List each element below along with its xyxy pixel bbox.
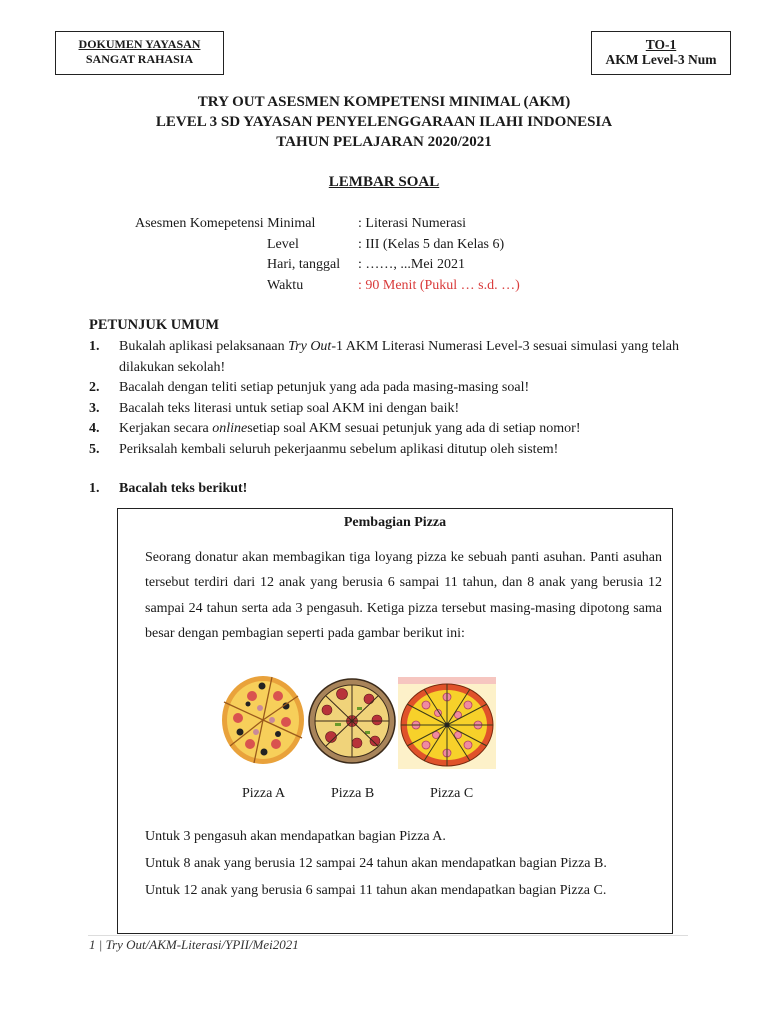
text-part: Bukalah aplikasi pelaksanaan [119,339,289,354]
info-value-level: : III (Kelas 5 dan Kelas 6) [358,236,505,252]
subtitle: LEMBAR SOAL [328,174,440,190]
classification-line-2: SANGAT RAHASIA [85,52,194,66]
info-labels [135,214,340,296]
statement: Untuk 3 pengasuh akan mendapatkan bagian Pizza A. [145,829,446,844]
instruction-item [89,337,679,378]
info-values [358,214,520,296]
question-heading [89,481,247,497]
instruction-text: Bacalah dengan teliti setiap petunjuk yang ada pada masing-masing soal! [119,380,530,395]
instruction-item [89,378,679,399]
title-line-1: TRY OUT ASESMEN KOMPETENSI MINIMAL (AKM) [197,94,571,110]
title-line-3: TAHUN PELAJARAN 2020/2021 [276,134,492,150]
text-part: setiap soal AKM sesuai petunjuk yang ada di setiap nomor! [247,421,581,436]
instruction-item [89,419,679,440]
classification-line-1: DOKUMEN YAYASAN [78,37,201,51]
instruction-number: 4. [89,421,100,436]
test-code: TO-1 [645,37,677,52]
instruction-number: 1. [89,339,100,354]
instruction-text: Bacalah teks literasi untuk setiap soal AKM ini dengan baik! [119,400,460,416]
instruction-text: Periksalah kembali seluruh pekerjaanmu sebelum aplikasi ditutup oleh sistem! [119,441,559,457]
info-value-date: : ……, ...Mei 2021 [358,257,465,272]
reading-paragraph: Seorang donatur akan membagikan tiga loyang pizza ke sebuah panti asuhan. Panti asuhan tersebut terdiri dari 12 anak yang berusia 6 sampai 11 tahun, dan 8 anak yang berusia 12 sampai 24 tahun serta ada 3 pengasuh. Ketiga pizza tersebut masing-masing dipotong sama besar dengan pembagian seperti pada gambar berikut ini: [145,550,662,641]
pizza-b-image [307,677,397,765]
footer-divider [88,935,688,936]
statement: Untuk 8 anak yang berusia 12 sampai 24 tahun akan mendapatkan bagian Pizza B. [145,856,607,871]
pizza-b-label: Pizza B [331,786,375,801]
statement: Untuk 12 anak yang berusia 6 sampai 11 tahun akan mendapatkan bagian Pizza C. [145,883,607,898]
text-part: -1 AKM Literasi Numerasi Level-3 sesuai simulasi yang telah dilakukan sekolah! [119,339,679,375]
document-classification-box [55,31,224,75]
instruction-number: 3. [89,400,100,416]
page-footer: 1 | Try Out/AKM-Literasi/YPII/Mei2021 [89,937,299,952]
pizza-a-label: Pizza A [242,786,286,801]
instructions-list [89,337,679,460]
info-label-level: Level [267,236,299,252]
italic-term: Try Out [288,339,332,354]
pizza-c-image [398,677,496,769]
instruction-text [119,337,679,378]
instruction-number: 2. [89,380,100,395]
instructions-heading: PETUNJUK UMUM [89,317,220,333]
instruction-text [119,419,679,440]
info-label-asesmen: Asesmen Komepetensi Minimal [135,216,316,231]
question-number: 1. [89,481,100,496]
distribution-statements [145,823,607,904]
title-line-2: LEVEL 3 SD YAYASAN PENYELENGGARAAN ILAHI INDONESIA [155,114,613,130]
info-label-date: Hari, tanggal [267,257,341,272]
info-label-time: Waktu [267,277,304,293]
test-level: AKM Level-3 Num [605,52,717,67]
text-part: Kerjakan secara [119,421,213,436]
instruction-item [89,440,679,461]
pizza-a-image [220,674,306,766]
test-code-box [591,31,731,75]
instruction-item [89,399,679,420]
info-value-time: : 90 Menit (Pukul … s.d. …) [358,277,520,293]
italic-term: online [212,421,248,436]
instruction-number: 5. [89,441,100,457]
info-value-asesmen: : Literasi Numerasi [358,216,467,231]
pizza-c-label: Pizza C [430,786,474,801]
question-instruction: Bacalah teks berikut! [119,481,248,496]
reading-title: Pembagian Pizza [343,515,447,530]
